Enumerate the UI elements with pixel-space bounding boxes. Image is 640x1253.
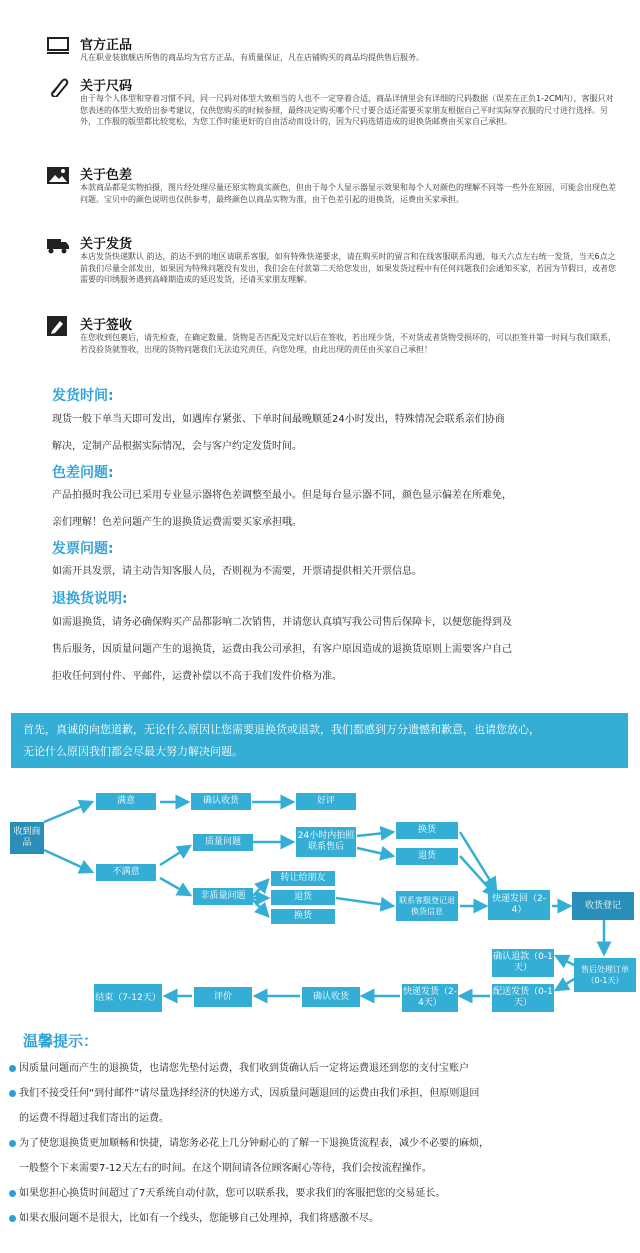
photo-icon	[46, 166, 70, 186]
info-body: 由于每个人体型和穿着习惯不同，同一尺码对体型大致相当的人也不一定穿着合适，商品详情里会有详细的尺码数据（误差在正负1-2CM内），客服只对您表述的体型大致给出参考建议，仅供您购买的时候参照，最终决定购买哪个尺寸要合适还需要买家朋友根据自己平时实际穿衣服的尺寸进行选择。另外，工作服的版型都比较宽松，为您工作时能更好的自由活动而设计的，因为尺码选错造成的退换货邮费由买家自己承担。	[80, 94, 614, 126]
tip-item	[9, 1181, 629, 1206]
paragraph-shipping-time	[52, 406, 612, 460]
flow-done: 结束（7-12天）	[94, 984, 162, 1012]
info-title: 关于签收	[80, 318, 133, 333]
flow-contact-24h: 24小时内拍照联系售后	[296, 827, 356, 857]
paragraph-returns	[52, 609, 612, 690]
text-line: 如需开具发票，请主动告知客服人员，否则视为不需要，开票请提供相关开票信息。	[52, 566, 422, 577]
tip-text: 的运费不得超过我们寄出的运费。	[19, 1113, 169, 1124]
flow-exchange: 换货	[396, 822, 458, 839]
text-line: 亲们理解！色差问题产生的退换货运费需要买家承担哦。	[52, 517, 302, 528]
flow-unsatisfied: 不满意	[96, 864, 156, 881]
heading-returns: 退换货说明:	[52, 591, 128, 607]
banner-line: 无论什么原因我们都会尽最大努力解决问题。	[23, 745, 243, 758]
flow-confirm-receipt: 确认收货	[191, 793, 251, 810]
flow-resend: 配送发货（0-1天）	[492, 984, 554, 1012]
flow-after-sales: 售后处理订单（0-1天）	[574, 958, 636, 992]
flow-ship-back: 快递发回（2-4）	[488, 890, 550, 920]
bullet-icon	[9, 1215, 16, 1222]
flow-non-quality: 非质量问题	[193, 888, 253, 905]
truck-icon	[46, 235, 70, 255]
tip-item	[9, 1131, 629, 1181]
info-title: 关于尺码	[80, 79, 133, 94]
bullet-icon	[9, 1065, 16, 1072]
flow-confirm-receipt-2: 确认收货	[302, 987, 360, 1007]
text-line: 产品拍摄时我公司已采用专业显示器将色差调整至最小。但是每台显示器不同，颜色显示偏差在所难免，	[52, 490, 512, 501]
flow-receive-register: 收货登记	[572, 892, 634, 920]
info-body: 本款商品都是实物拍摄，图片经处理尽量还原实物真实颜色，但由于每个人显示器显示效果和每个人对颜色的理解不同等一些外在原因，可能会出现色差问题。宝贝中的颜色说明也仅供参考，最终颜色以商品实物为准，由于色差引起的退换货，运费由买家承担。	[80, 183, 616, 204]
apology-banner	[11, 713, 628, 768]
text-line: 解决，定制产品根据实际情况，会与客户约定发货时间。	[52, 441, 302, 452]
flow-good-review: 好评	[296, 793, 356, 810]
tip-item	[9, 1056, 629, 1081]
info-title: 关于色差	[80, 168, 133, 183]
flow-refund: 退货	[396, 848, 458, 865]
text-line: 如需退换货，请务必确保购买产品都影响二次销售，并请您认真填写我公司售后保障卡，以便您能得到及	[52, 617, 512, 628]
info-body: 在您收到包裹后，请先检查，在确定数量、货物是否匹配及完好以后在签收，若出现少货，不对货或者货物受损坏的，可以拒签并第一时间与我们联系，若没验货就签收，出现的货物问题我们无法追究责任，向您处理，由此出现的责任由买家自己承担！	[80, 333, 616, 354]
flow-received: 收到商品	[10, 822, 44, 854]
flow-quality-issue: 质量问题	[193, 834, 253, 851]
paragraph-invoice	[52, 558, 612, 585]
text-line: 售后服务，因质量问题产生的退换货，运费由我公司承担，有客户原因造成的退换货原则上需要客户自己	[52, 644, 512, 655]
text-line: 拒收任何到付件、平邮件，运费补偿以不高于我们发件价格为准。	[52, 671, 342, 682]
monitor-icon	[46, 36, 70, 56]
bullet-icon	[9, 1190, 16, 1197]
flow-review: 评价	[194, 987, 252, 1007]
tip-text: 如果衣服问题不是很大，比如有一个线头，您能够自己处理掉，我们将感激不尽。	[19, 1213, 379, 1224]
flow-exchange-2: 换货	[271, 909, 335, 924]
flow-contact-cs: 联系客服登记退换货信息	[396, 891, 458, 921]
bullet-icon	[9, 1090, 16, 1097]
flow-confirm-refund: 确认退款（0-1天）	[492, 949, 554, 977]
tip-item	[9, 1081, 629, 1131]
tip-text: 我们不接受任何“到付邮件”请尽量选择经济的快递方式，因质量问题退回的运费由我们承担，但原则退回	[19, 1088, 480, 1099]
heading-shipping-time: 发货时间:	[52, 388, 114, 404]
bullet-icon	[9, 1140, 16, 1147]
flow-express: 快递发货（2-4天）	[402, 984, 458, 1012]
text-line: 现货一般下单当天即可发出，如遇库存紧张、下单时间最晚顺延24小时发出，特殊情况会联系亲们协商	[52, 414, 505, 425]
heading-invoice: 发票问题:	[52, 541, 114, 557]
paragraph-color-diff	[52, 482, 612, 536]
info-body: 本店发货快递默认 韵达，韵达不到的地区请联系客服，如有特殊快递要求，请在购买时的留言和在线客服联系沟通，每天六点左右统一发货，当天6点之前我们尽量全部发出，如果因为特殊问题没有发出，我们会在付款第二天给您发出，如果发货过程中有任何问题我们会通知买家，若因为节假日，或者您需要的印绣服务遇到高峰期造成的延迟发货，还请买家朋友理解。	[80, 252, 616, 284]
tip-text: 为了使您退换货更加顺畅和快捷，请您务必花上几分钟耐心的了解一下退换货流程表，减少不必要的麻烦，	[19, 1138, 489, 1149]
paperclip-icon	[46, 77, 70, 97]
info-title: 关于发货	[80, 237, 133, 252]
flow-satisfied: 满意	[96, 793, 156, 810]
tip-text: 因质量问题而产生的退换货，也请您先垫付运费，我们收到货确认后一定将运费退还到您的支付宝账户	[19, 1063, 469, 1074]
tip-text: 如果您担心换货时间超过了7天系统自动付款，您可以联系我，要求我们的客服把您的交易延长。	[19, 1188, 446, 1199]
info-title: 官方正品	[80, 38, 133, 53]
banner-line: 首先，真诚的向您道歉，无论什么原因让您需要退换货或退款，我们都感到万分遗憾和歉意，也请您放心，	[23, 723, 540, 736]
flow-refund-2: 退货	[271, 890, 335, 905]
tips-title: 温馨提示：	[23, 1032, 99, 1050]
tip-item	[9, 1206, 629, 1231]
tip-text: 一般整个下来需要7-12天左右的时间。在这个期间请各位顾客耐心等待，我们会按流程操作。	[19, 1163, 432, 1174]
flow-gift-friend: 转让给朋友	[271, 871, 335, 886]
heading-color-diff: 色差问题:	[52, 465, 114, 481]
info-body: 凡在职业装旗舰店所售的商品均为官方正品，有质量保证，凡在店铺购买的商品均提供售后服务。	[80, 53, 424, 62]
pen-icon	[46, 316, 70, 336]
